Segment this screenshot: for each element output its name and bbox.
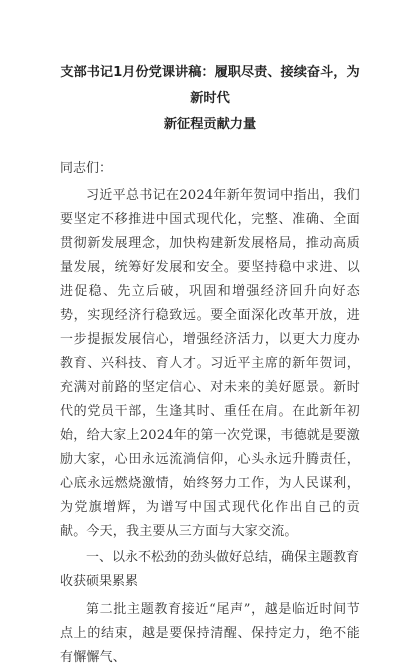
body-paragraph-1: 习近平总书记在2024年新年贺词中指出，我们要坚定不移推进中国式现代化，完整、准确、全面贯彻新发展理念，加快构建新发展格局，推动高质量发展，统筹好发展和安全。要坚持稳中求进、以进促稳、先立后破，巩固和增强经济回升向好态势，实现经济行稳致远。要全面深化改革开放，进一步提振发展信心，增强经济活力，以更大力度办教育、兴科技、育人才。习近平主席的新年贺词，充满对前路的坚定信心、对未来的美好愿景。新时代的党员干部，生逢其时、重任在肩。在此新年初始，给大家上2024年的第一次党课，韦德就是要激励大家，心田永远流淌信仰，心头永远升腾责任，心底永远燃烧激情，始终努力工作，为人民谋利，为党旗增辉，为谱写中国式现代化作出自己的贡献。今天，我主要从三方面与大家交流。 bbox=[60, 188, 360, 539]
section-heading-1: 一、以永不松劲的劲头做好总结，确保主题教育收获硕果累累 bbox=[60, 550, 360, 589]
salutation: 同志们： bbox=[60, 161, 113, 176]
title-line-2: 新征程贡献力量 bbox=[163, 117, 257, 132]
document-title bbox=[60, 60, 360, 138]
title-line-1: 支部书记1月份党课讲稿：履职尽责、接续奋斗，为新时代 bbox=[60, 65, 360, 106]
body-paragraph-2: 第二批主题教育接近“尾声”，越是临近时间节点上的结束，越是要保持清醒、保持定力，绝不能有懈懈气、 bbox=[60, 602, 360, 665]
